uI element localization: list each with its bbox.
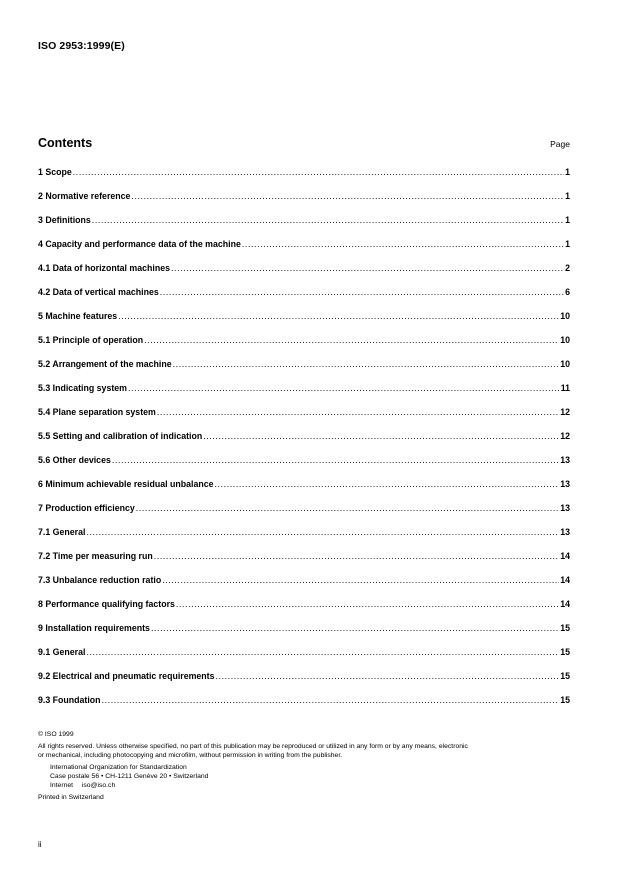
toc-leader-dots	[216, 664, 560, 688]
rights-line-1: All rights reserved. Unless otherwise specified, no part of this publication may be reproduced or utilized in any form or by any means, electronic	[38, 743, 468, 750]
toc-entry-title: 4 Capacity and performance data of the machine	[38, 239, 241, 249]
toc-entry[interactable]	[38, 304, 570, 328]
toc-entry[interactable]	[38, 448, 570, 472]
toc-entry-title: 2 Normative reference	[38, 191, 131, 201]
toc-entry-title: 7.1 General	[38, 527, 86, 537]
internet-line	[38, 781, 578, 790]
toc-entry-page: 13	[560, 503, 570, 513]
toc-entry[interactable]	[38, 352, 570, 376]
toc-entry-page: 14	[560, 551, 570, 561]
page-number: ii	[38, 840, 42, 849]
toc-entry-title: 9 Installation requirements	[38, 623, 150, 633]
toc-entry[interactable]	[38, 208, 570, 232]
toc-entry-title: 9.2 Electrical and pneumatic requirements	[38, 671, 215, 681]
toc-entry[interactable]	[38, 376, 570, 400]
table-of-contents	[38, 160, 570, 712]
toc-leader-dots	[128, 376, 560, 400]
rights-line-2: or mechanical, including photocopying and microfilm, without permission in writing from the publisher.	[38, 752, 343, 759]
toc-leader-dots	[203, 424, 559, 448]
toc-entry-page: 2	[565, 263, 570, 273]
toc-leader-dots	[92, 208, 564, 232]
toc-entry-title: 1 Scope	[38, 167, 72, 177]
toc-entry-title: 6 Minimum achievable residual unbalance	[38, 479, 214, 489]
org-name: International Organization for Standardization	[50, 764, 187, 771]
toc-entry[interactable]	[38, 472, 570, 496]
toc-entry-page: 14	[560, 575, 570, 585]
toc-entry-title: 9.3 Foundation	[38, 695, 101, 705]
toc-entry-title: 9.1 General	[38, 647, 86, 657]
toc-entry-title: 5.2 Arrangement of the machine	[38, 359, 172, 369]
toc-entry[interactable]	[38, 184, 570, 208]
toc-entry-title: 5.1 Principle of operation	[38, 335, 144, 345]
printed-in-line: Printed in Switzerland	[38, 794, 104, 801]
toc-entry-page: 1	[565, 215, 570, 225]
contents-heading: Contents	[38, 136, 93, 150]
toc-leader-dots	[102, 688, 560, 712]
toc-entry-page: 10	[560, 311, 570, 321]
toc-entry-page: 13	[560, 455, 570, 465]
org-address: Case postale 56 • CH-1211 Genève 20 • Switzerland	[50, 773, 209, 780]
toc-entry-title: 5 Machine features	[38, 311, 118, 321]
toc-leader-dots	[86, 520, 559, 544]
toc-leader-dots	[160, 280, 564, 304]
toc-entry-title: 8 Performance qualifying factors	[38, 599, 175, 609]
toc-entry-page: 1	[565, 191, 570, 201]
toc-entry-page: 11	[560, 383, 570, 393]
toc-leader-dots	[144, 328, 559, 352]
toc-leader-dots	[176, 592, 559, 616]
internet-label: Internet	[50, 782, 74, 789]
toc-entry-title: 5.4 Plane separation system	[38, 407, 156, 417]
toc-entry[interactable]	[38, 328, 570, 352]
toc-entry[interactable]	[38, 592, 570, 616]
internet-email-link[interactable]: iso@iso.ch	[81, 782, 116, 789]
copyright-line: © ISO 1999	[38, 731, 74, 738]
toc-entry[interactable]	[38, 544, 570, 568]
toc-entry-title: 5.3 Indicating system	[38, 383, 127, 393]
toc-entry[interactable]	[38, 568, 570, 592]
toc-leader-dots	[157, 400, 559, 424]
toc-entry-page: 13	[560, 479, 570, 489]
toc-entry-title: 4.1 Data of horizontal machines	[38, 263, 170, 273]
toc-leader-dots	[131, 184, 564, 208]
toc-leader-dots	[151, 616, 559, 640]
toc-entry[interactable]	[38, 640, 570, 664]
toc-entry[interactable]	[38, 616, 570, 640]
toc-entry[interactable]	[38, 496, 570, 520]
toc-entry-page: 15	[560, 695, 570, 705]
toc-entry[interactable]	[38, 400, 570, 424]
toc-leader-dots	[162, 568, 559, 592]
toc-leader-dots	[171, 256, 564, 280]
toc-leader-dots	[136, 496, 559, 520]
toc-entry-page: 12	[560, 431, 570, 441]
toc-entry-page: 15	[560, 623, 570, 633]
toc-leader-dots	[112, 448, 559, 472]
page-column-label: Page	[550, 139, 570, 149]
toc-entry-page: 10	[560, 359, 570, 369]
toc-entry[interactable]	[38, 232, 570, 256]
toc-entry[interactable]	[38, 280, 570, 304]
toc-entry-page: 6	[565, 287, 570, 297]
toc-entry-title: 7 Production efficiency	[38, 503, 135, 513]
toc-entry-title: 3 Definitions	[38, 215, 91, 225]
toc-entry[interactable]	[38, 520, 570, 544]
toc-entry-page: 15	[560, 671, 570, 681]
toc-leader-dots	[118, 304, 559, 328]
toc-entry-page: 10	[560, 335, 570, 345]
toc-entry-page: 1	[565, 167, 570, 177]
toc-entry-page: 13	[560, 527, 570, 537]
toc-entry[interactable]	[38, 664, 570, 688]
toc-entry-title: 4.2 Data of vertical machines	[38, 287, 159, 297]
toc-entry-title: 5.5 Setting and calibration of indication	[38, 431, 203, 441]
toc-entry[interactable]	[38, 424, 570, 448]
toc-entry[interactable]	[38, 256, 570, 280]
toc-entry-page: 15	[560, 647, 570, 657]
copyright-footer	[38, 730, 578, 802]
toc-leader-dots	[86, 640, 559, 664]
toc-entry-page: 14	[560, 599, 570, 609]
document-id-header: ISO 2953:1999(E)	[38, 40, 125, 52]
toc-entry[interactable]	[38, 160, 570, 184]
toc-entry-page: 1	[565, 239, 570, 249]
toc-leader-dots	[73, 160, 564, 184]
toc-leader-dots	[154, 544, 559, 568]
toc-leader-dots	[173, 352, 560, 376]
toc-entry-title: 7.3 Unbalance reduction ratio	[38, 575, 162, 585]
toc-entry-title: 5.6 Other devices	[38, 455, 111, 465]
toc-entry-page: 12	[560, 407, 570, 417]
toc-leader-dots	[215, 472, 560, 496]
toc-entry-title: 7.2 Time per measuring run	[38, 551, 153, 561]
toc-leader-dots	[242, 232, 564, 256]
toc-entry[interactable]	[38, 688, 570, 712]
